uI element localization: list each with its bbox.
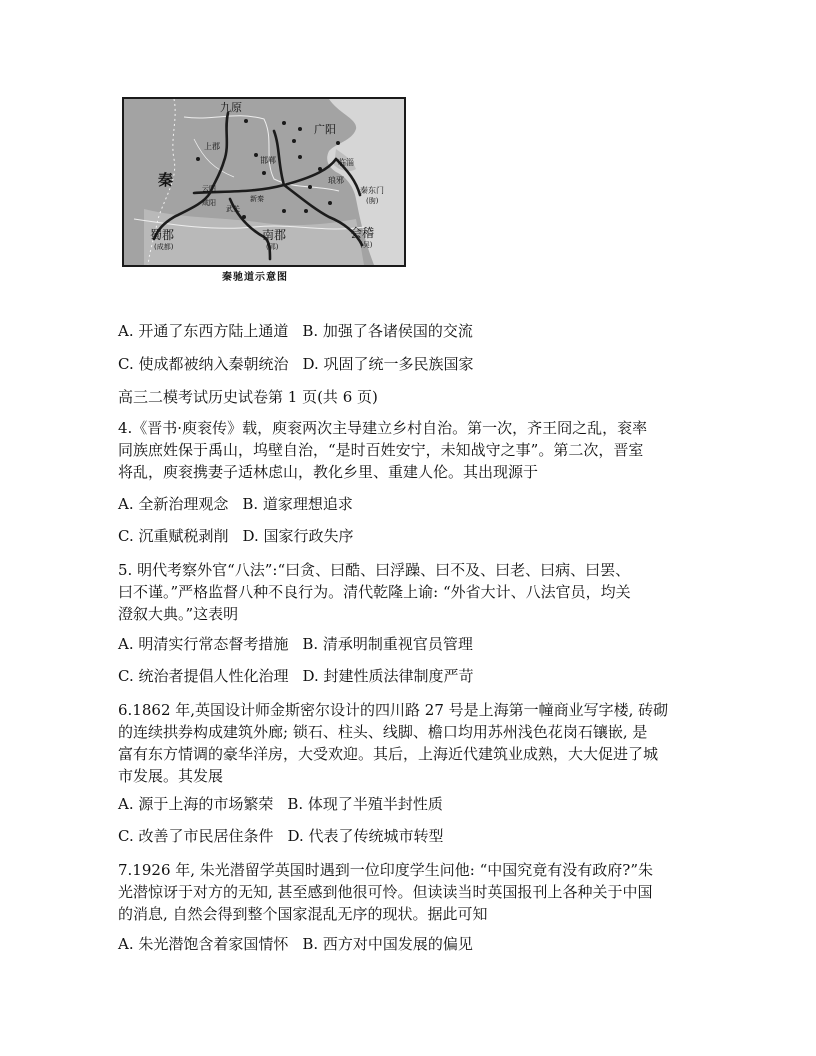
label-xianyang: 咸阳	[202, 199, 216, 207]
page-footer: 高三二模考试历史试卷第 1 页(共 6 页)	[118, 388, 378, 406]
label-shujun: 蜀郡	[150, 228, 175, 242]
q6-options-row-2	[118, 826, 444, 846]
label-qindongmen-sub: (朐)	[366, 197, 379, 205]
q3-option-d[interactable]: D. 巩固了统一多民族国家	[302, 355, 474, 373]
q7-stem-line: 的消息, 自然会得到整个国家混乱无序的现状。据此可知	[118, 905, 488, 923]
q4-options-row-2	[118, 526, 354, 546]
label-xinqin: 新秦	[250, 195, 264, 203]
label-nanjun: 南郡	[262, 228, 287, 242]
q6-stem-line: 富有东方情调的豪华洋房，大受欢迎。其后，上海近代建筑业成熟，大大促进了城	[118, 745, 659, 763]
q7-options-row-1	[118, 934, 473, 954]
label-shangjun: 上郡	[204, 142, 220, 151]
q6-stem-line: 市发展。其发展	[118, 767, 224, 785]
q5-option-c[interactable]: C. 统治者提倡人性化治理	[118, 667, 289, 685]
q5-options-row-2	[118, 666, 474, 686]
label-kuaiji: 会稽	[350, 226, 375, 240]
label-shujun-sub: (成都)	[154, 243, 174, 251]
label-kuaiji-sub: (吴)	[360, 241, 373, 249]
q3-options-row-1	[118, 321, 473, 341]
q6-stem-line: 的连续拱券构成建筑外廊; 锁石、柱头、线脚、檐口均用苏州浅色花岗石镶嵌, 是	[118, 723, 648, 741]
q3-option-b[interactable]: B. 加强了各诸侯国的交流	[302, 322, 473, 340]
label-jiuyuan: 九原	[220, 101, 242, 114]
q3-option-a[interactable]: A. 开通了东西方陆上通道	[118, 322, 289, 340]
q4-stem-line: 将乱，庾衮携妻子适林虑山，教化乡里、重建人伦。其出现源于	[118, 463, 539, 481]
q4-options-row-1	[118, 494, 353, 514]
map-graphic	[124, 99, 404, 265]
q7-stem-line: 光潜惊讶于对方的无知, 甚至感到他很可怜。但读读当时英国报刊上各种关于中国	[118, 883, 653, 901]
q4-option-d[interactable]: D. 国家行政失序	[242, 527, 354, 545]
q5-option-b[interactable]: B. 清承明制重视官员管理	[302, 635, 473, 653]
label-nanjun-sub: (郢)	[266, 243, 279, 251]
q6-option-b[interactable]: B. 体现了半殖半封性质	[287, 795, 443, 813]
q5-option-a[interactable]: A. 明清实行常态督考措施	[118, 635, 289, 653]
label-handan: 邯郸	[260, 156, 276, 165]
label-qindongmen: 秦东门	[360, 186, 384, 195]
label-langya: 琅邪	[328, 176, 344, 185]
q6-option-d[interactable]: D. 代表了传统城市转型	[287, 827, 444, 845]
label-wuguan: 武关	[226, 205, 240, 213]
q5-stem-line: 曰不谨。”严格监督八种不良行为。清代乾隆上谕: “外省大计、八法官员，均关	[118, 583, 631, 601]
q4-stem-line: 同族庶姓保于禹山，坞壁自治，“是时百姓安宁，未知战守之事”。第二次，晋室	[118, 441, 644, 459]
q4-option-c[interactable]: C. 沉重赋税剥削	[118, 527, 229, 545]
q5-stem-line: 澄叙大典。”这表明	[118, 605, 239, 623]
map-caption: 秦驰道示意图	[222, 272, 288, 283]
q4-option-a[interactable]: A. 全新治理观念	[118, 495, 229, 513]
q6-option-a[interactable]: A. 源于上海的市场繁荣	[118, 795, 274, 813]
q7-option-a[interactable]: A. 朱光潜饱含着家国情怀	[118, 935, 289, 953]
q7-stem-line: 7.1926 年, 朱光潜留学英国时遇到一位印度学生问他: “中国究竟有没有政府?”朱	[118, 861, 653, 879]
q6-option-c[interactable]: C. 改善了市民居住条件	[118, 827, 274, 845]
label-qin: 秦	[158, 171, 174, 189]
label-yunyang: 云阳	[202, 185, 216, 193]
q5-options-row-1	[118, 634, 473, 654]
q5-stem-line: 5. 明代考察外官“八法”:“曰贪、曰酷、曰浮躁、曰不及、曰老、曰病、曰罢、	[118, 561, 631, 579]
qin-road-map	[122, 97, 406, 267]
q4-option-b[interactable]: B. 道家理想追求	[242, 495, 353, 513]
q7-option-b[interactable]: B. 西方对中国发展的偏见	[302, 935, 473, 953]
q3-options-row-2	[118, 354, 474, 374]
q5-option-d[interactable]: D. 封建性质法律制度严苛	[302, 667, 474, 685]
q4-stem-line: 4.《晋书·庾衮传》载，庾衮两次主导建立乡村自治。第一次，齐王冏之乱，衮率	[118, 419, 648, 437]
label-linzi: 临淄	[338, 158, 354, 167]
q6-stem-line: 6.1862 年,英国设计师金斯密尔设计的四川路 27 号是上海第一幢商业写字楼, 砖砌	[118, 701, 669, 719]
q6-options-row-1	[118, 794, 443, 814]
label-guangyang: 广阳	[314, 123, 336, 136]
q3-option-c[interactable]: C. 使成都被纳入秦朝统治	[118, 355, 289, 373]
